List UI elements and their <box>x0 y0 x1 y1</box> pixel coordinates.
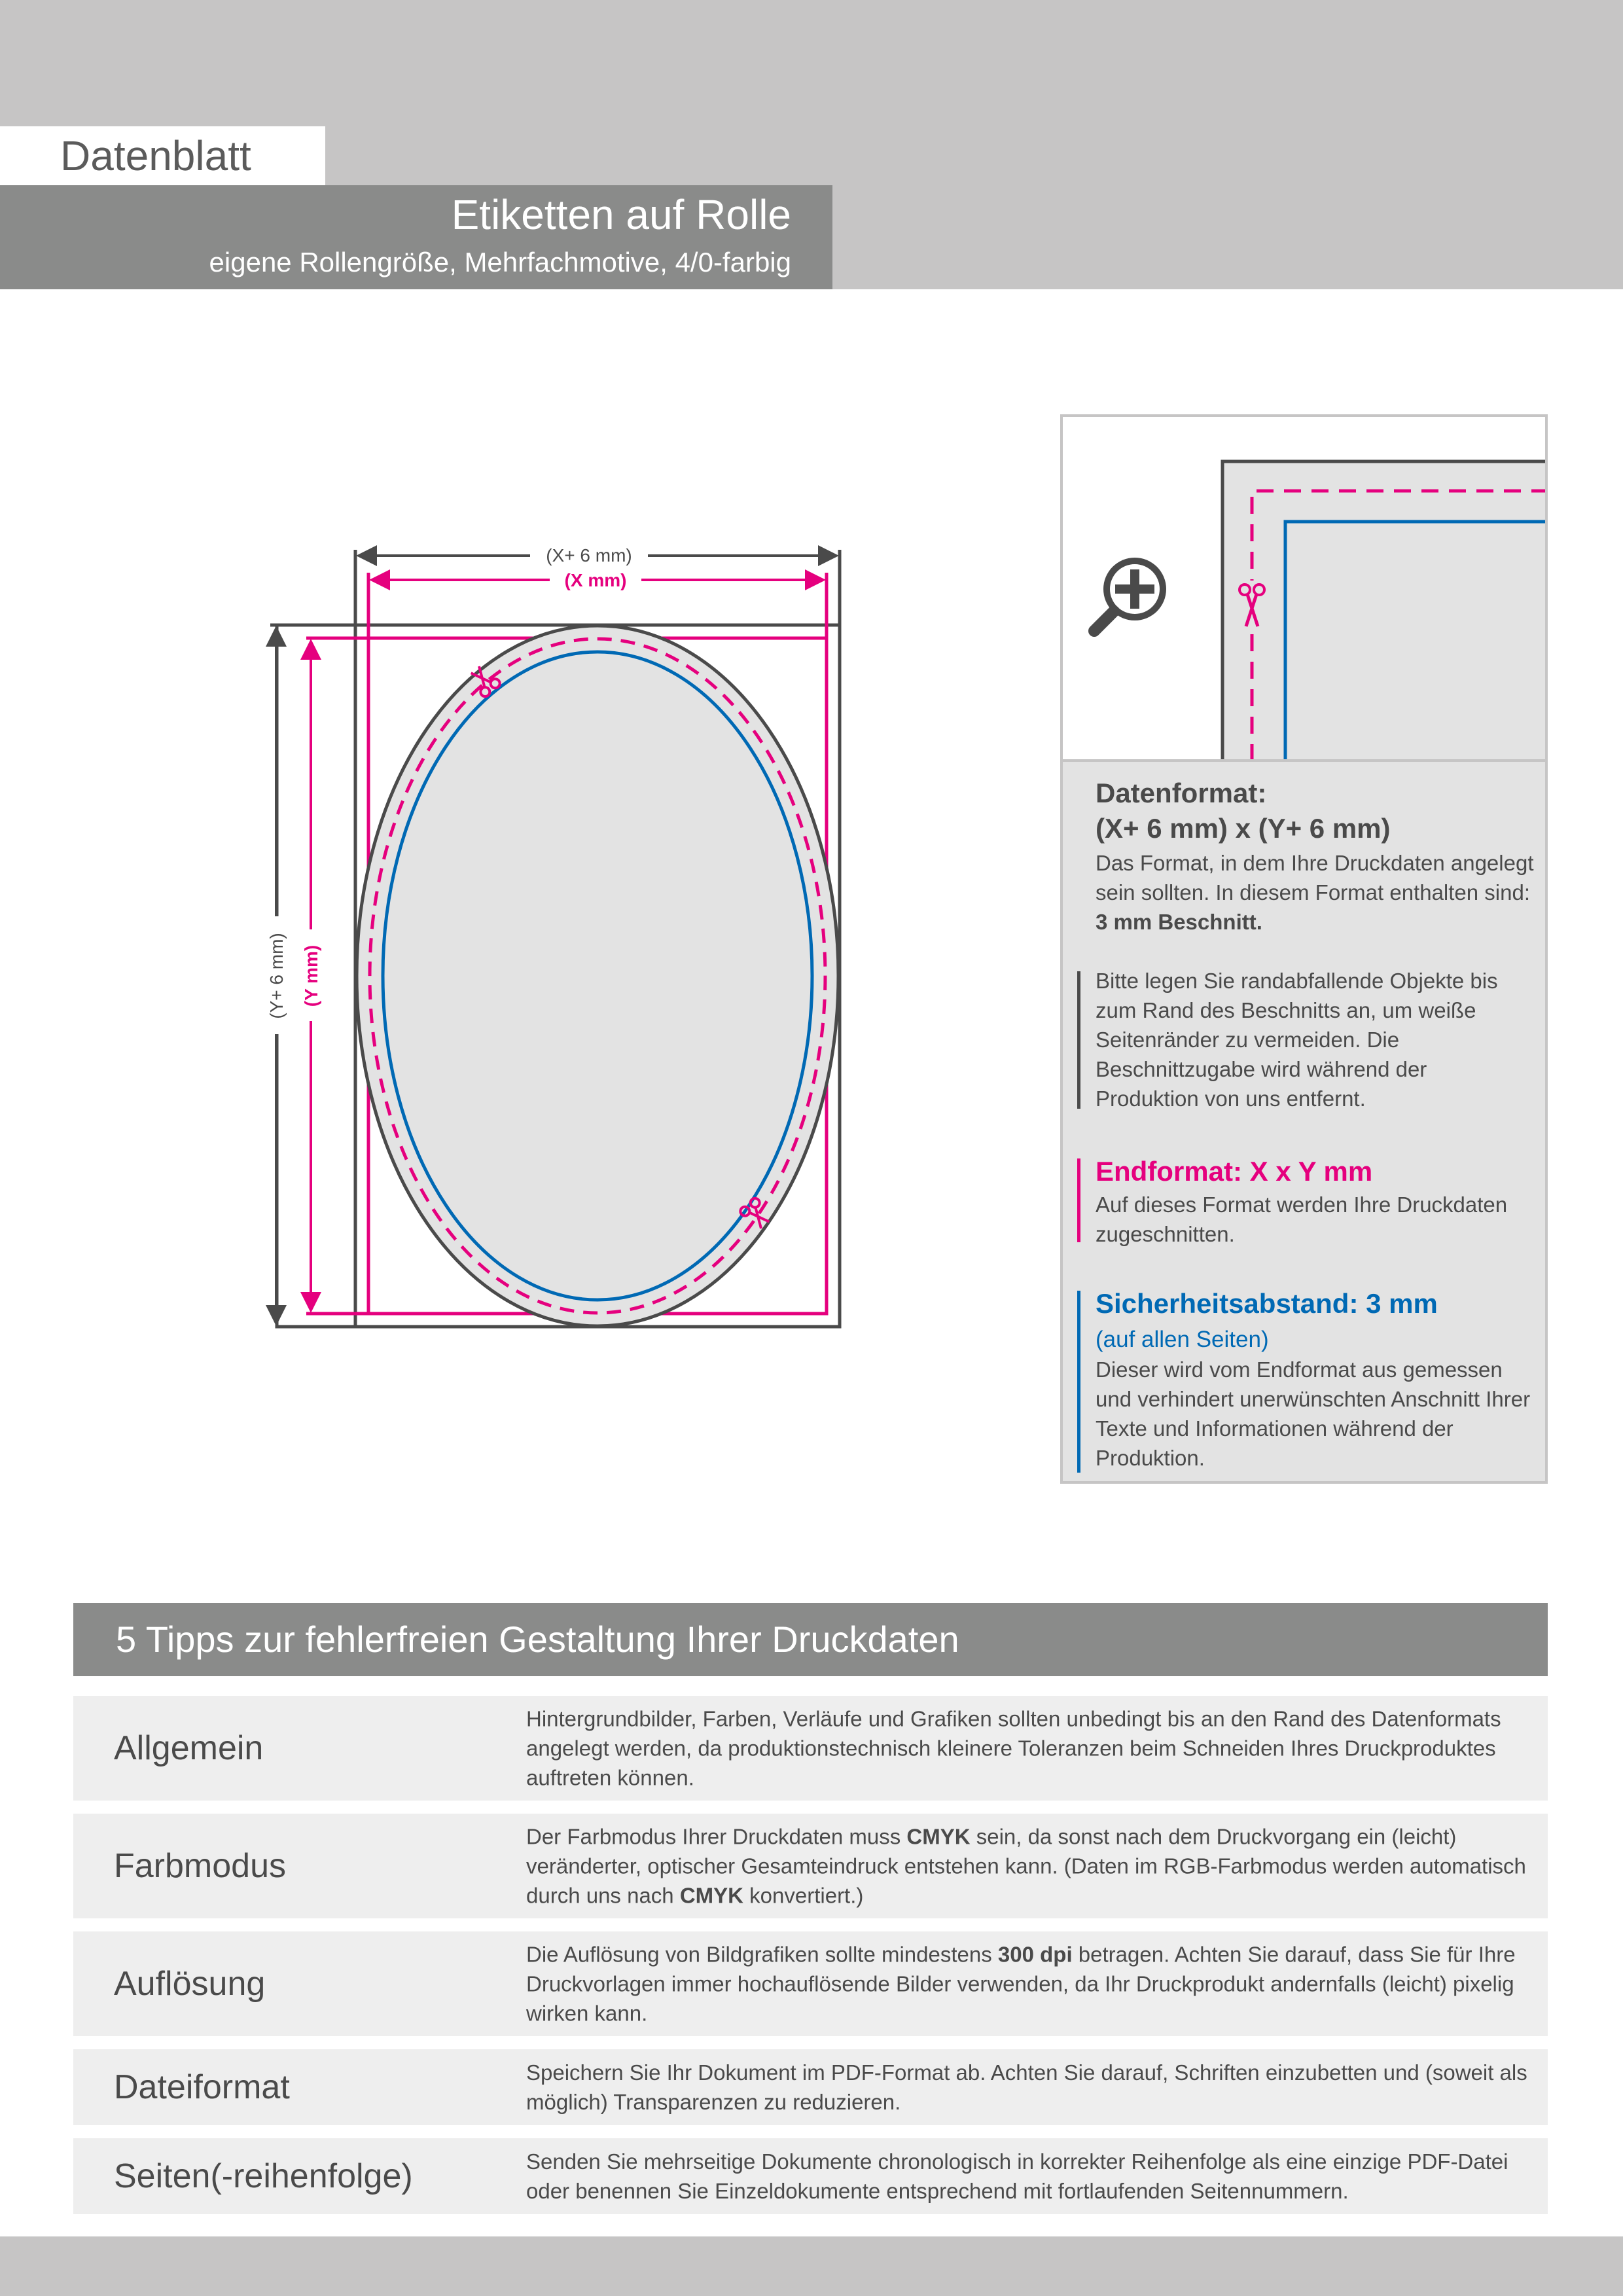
endformat-text: Auf dieses Format werden Ihre Druckdaten zugeschnitten. <box>1096 1193 1508 1246</box>
product-subtitle: eigene Rollengröße, Mehrfachmotive, 4/0-farbig <box>209 247 791 278</box>
datenformat-size: (X+ 6 mm) x (Y+ 6 mm) <box>1096 813 1391 844</box>
tip-text: Senden Sie mehrseitige Dokumente chronologisch in korrekter Reihenfolge als eine einzige PDF-Datei oder benennen Sie Einzeldokumente entsprechend mit fortlaufenden Seitennummern. <box>526 2149 1508 2203</box>
datenformat-title: Datenformat: <box>1096 778 1267 808</box>
bottom-band <box>0 2236 1623 2296</box>
tip-label: Auflösung <box>114 1965 266 2003</box>
sicherheit-sub: (auf allen Seiten) <box>1096 1327 1269 1352</box>
product-title: Etiketten auf Rolle <box>451 191 791 238</box>
sicherheit-text: Dieser wird vom Endformat aus gemessen und verhindert unerwünschten Anschnitt Ihrer Texte und Informationen während der Produktion. <box>1096 1357 1531 1470</box>
beschnitt-bar <box>1077 971 1080 1109</box>
datasheet-tag: Datenblatt <box>0 126 325 185</box>
info-panel <box>1060 759 1548 1484</box>
tips-heading: 5 Tipps zur fehlerfreien Gestaltung Ihrer Druckdaten <box>73 1603 1548 1676</box>
zoom-detail-panel <box>1060 414 1548 761</box>
beschnitt-text: Bitte legen Sie randabfallende Objekte bis zum Rand des Beschnitts an, um weiße Seitenränder zu vermeiden. Die Beschnittzugabe wird während der Produktion von uns entfernt. <box>1096 969 1498 1111</box>
width-inner-label: (X mm) <box>564 570 627 590</box>
width-outer-label: (X+ 6 mm) <box>546 545 632 565</box>
tip-label: Farbmodus <box>114 1847 286 1885</box>
tip-text: Speichern Sie Ihr Dokument im PDF-Format ab. Achten Sie darauf, Schriften einzubetten und (soweit als möglich) Transparenzen zu reduzieren. <box>526 2060 1527 2114</box>
height-outer-label: (Y+ 6 mm) <box>266 933 287 1019</box>
endformat-title: Endformat: X x Y mm <box>1096 1156 1373 1187</box>
tip-row-dateiformat <box>73 2049 1548 2125</box>
height-inner-label: (Y mm) <box>301 944 321 1007</box>
tip-text: Hintergrundbilder, Farben, Verläufe und Grafiken sollten unbedingt bis an den Rand des Datenformats angelegt werden, da produktionstechnisch kleinere Toleranzen beim Schneiden Ihres Druckproduktes auftreten können. <box>526 1706 1501 1790</box>
sicherheit-bar <box>1077 1291 1080 1473</box>
endformat-bar <box>1077 1158 1080 1242</box>
corner-bleed-area <box>1221 460 1545 761</box>
tip-text: Die Auflösung von Bildgrafiken sollte mindestens 300 dpi betragen. Achten Sie darauf, dass Sie für Ihre Druckvorlagen immer hochauflösende Bilder verwenden, da Ihr Druckprodukt andernfalls (leicht) pixelig wirken kann. <box>526 1942 1516 2026</box>
tip-row-allgemein <box>73 1696 1548 1801</box>
sicherheit-title: Sicherheitsabstand: 3 mm <box>1096 1288 1438 1319</box>
tip-label: Dateiformat <box>114 2068 290 2106</box>
tip-label: Seiten(-reihenfolge) <box>114 2157 413 2195</box>
zoom-plus-icon <box>1094 558 1166 631</box>
tip-label: Allgemein <box>114 1729 264 1767</box>
tip-row-aufloesung <box>73 1931 1548 2036</box>
tip-row-seiten <box>73 2138 1548 2214</box>
tip-row-farbmodus <box>73 1814 1548 1918</box>
tip-text: Der Farbmodus Ihrer Druckdaten muss CMYK sein, da sonst nach dem Druckvorgang ein (leicht) veränderter, optischer Gesamteindruck entstehen kann. (Daten im RGB-Farbmodus werden automatisch durch uns nach CMYK konvertiert.) <box>526 1824 1526 1908</box>
datenformat-text: Das Format, in dem Ihre Druckdaten angelegt sein sollten. In diesem Format enthalten sind: 3 mm Beschnitt. <box>1096 851 1534 934</box>
zoom-detail-graphic <box>1063 417 1545 761</box>
